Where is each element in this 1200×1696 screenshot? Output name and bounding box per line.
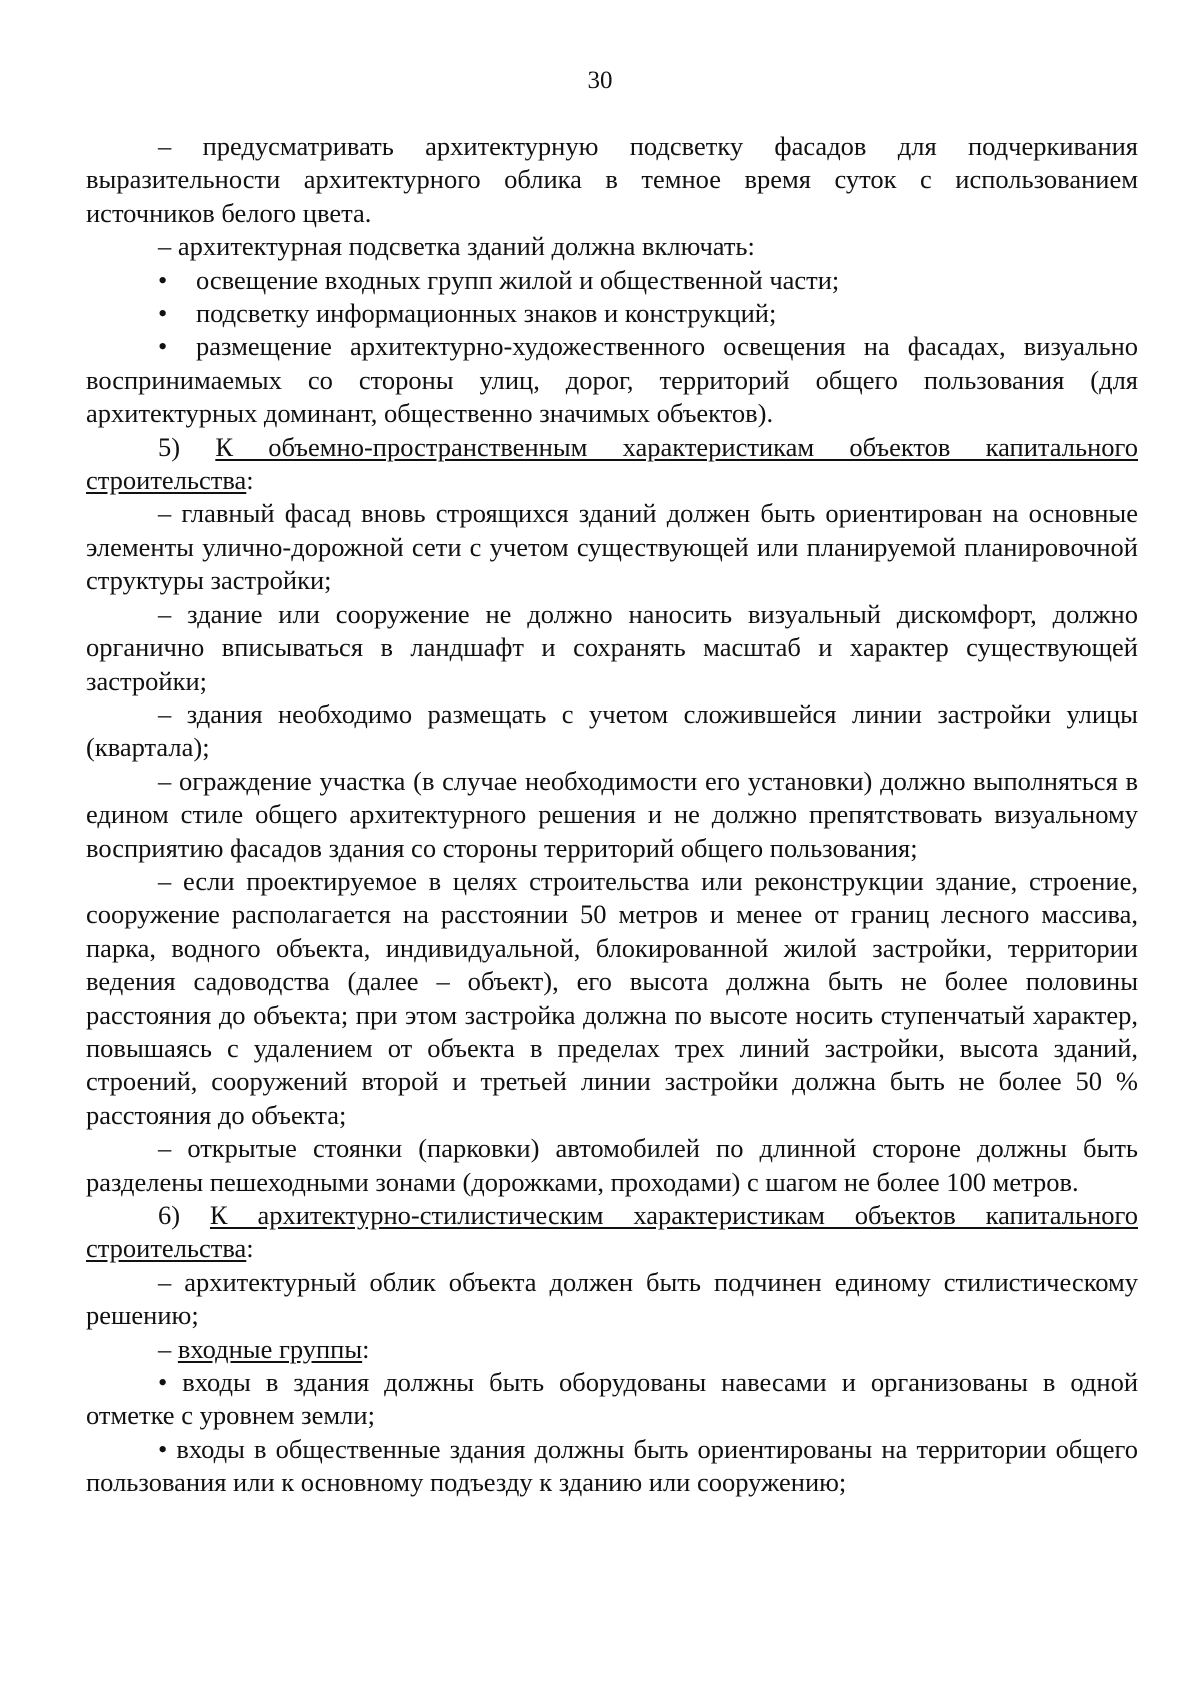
paragraph: – открытые стоянки (парковки) автомобилей по длинной стороне должны быть разделены пешеходными зонами (дорожками, проходами) с шагом не более 100 метров. bbox=[86, 1133, 1138, 1197]
paragraph: – архитектурный облик объекта должен быть подчинен единому стилистическому решению; bbox=[86, 1266, 1138, 1331]
bullet-text: входы в здания должны быть оборудованы навесами и организованы в одной отметке с уровнем земли; bbox=[86, 1367, 1138, 1431]
section-heading-5 bbox=[86, 431, 1138, 498]
subheading-title: входные группы bbox=[177, 1333, 363, 1364]
section-colon: : bbox=[246, 465, 254, 496]
paragraph: – если проектируемое в целях строительства или реконструкции здание, строение, сооружение располагается на расстоянии 50 метров и менее от границ лесного массива, парка, водного объекта, индивидуальной, блокированной жилой застройки, территории ведения садоводства (далее – объект), его высота должна быть не более половины расстояния до объекта; при этом застройка должна по высоте носить ступенчатый характер, повышаясь с удалением от объекта в пределах трех линий застройки, высота зданий, строений, сооружений второй и третьей линии застройки должна быть не более 50 % расстояния до объекта; bbox=[86, 865, 1138, 1130]
bullet-item bbox=[86, 264, 1138, 297]
paragraph: – главный фасад вновь строящихся зданий должен быть ориентирован на основные элементы улично-дорожной сети с учетом существующей или планируемой планировочной структуры застройки; bbox=[86, 498, 1138, 596]
bullet-text: входы в общественные здания должны быть ориентированы на территории общего пользования или к основному подъезду к зданию или сооружению; bbox=[86, 1433, 1139, 1498]
paragraph: – здания необходимо размещать с учетом сложившейся линии застройки улицы (квартала); bbox=[86, 698, 1138, 763]
bullet-icon: • bbox=[158, 1367, 168, 1398]
section-colon: : bbox=[246, 1233, 254, 1264]
bullet-item bbox=[86, 1433, 1138, 1500]
subheading-entrance-groups bbox=[86, 1333, 1138, 1366]
bullet-item bbox=[86, 1366, 1138, 1433]
bullet-icon: • bbox=[158, 1433, 168, 1464]
bullet-text: подсветку информационных знаков и конструкций; bbox=[196, 298, 777, 329]
section-heading-6 bbox=[86, 1199, 1138, 1266]
page-number: 30 bbox=[587, 67, 613, 94]
paragraph: – предусматривать архитектурную подсветку фасадов для подчеркивания выразительности архитектурного облика в темное время суток с использованием источников белого цвета. bbox=[86, 131, 1138, 228]
section-number: 6) bbox=[158, 1200, 210, 1230]
paragraph: – ограждение участка (в случае необходимости его установки) должно выполняться в едином стиле общего архитектурного решения и не должно препятствовать визуальному восприятию фасадов здания со стороны территорий общего пользования; bbox=[86, 765, 1138, 863]
bullet-text: освещение входных групп жилой и общественной части; bbox=[196, 264, 840, 295]
bullet-text: размещение архитектурно-художественного освещения на фасадах, визуально воспринимаемых со стороны улиц, дорог, территорий общего пользования (для архитектурных доминант, общественно значимых объектов). bbox=[86, 331, 1138, 429]
paragraph: – архитектурная подсветка зданий должна включать: bbox=[158, 231, 755, 262]
dash: – bbox=[158, 1333, 178, 1364]
bullet-item bbox=[86, 297, 1138, 330]
bullet-icon: • bbox=[158, 298, 168, 329]
section-title: К архитектурно-стилистическим характеристикам объектов капитального строительства bbox=[86, 1200, 1138, 1264]
subheading-colon: : bbox=[362, 1333, 370, 1364]
bullet-item bbox=[86, 330, 1138, 430]
section-title: К объемно-пространственным характеристикам объектов капитального строительства bbox=[86, 431, 1138, 496]
section-number: 5) bbox=[158, 431, 216, 462]
bullet-icon: • bbox=[158, 264, 168, 295]
bullet-icon: • bbox=[158, 331, 168, 362]
document-body bbox=[86, 130, 1138, 1500]
paragraph: – здание или сооружение не должно наносить визуальный дискомфорт, должно органично вписываться в ландшафт и сохранять масштаб и характер существующей застройки; bbox=[86, 598, 1138, 696]
